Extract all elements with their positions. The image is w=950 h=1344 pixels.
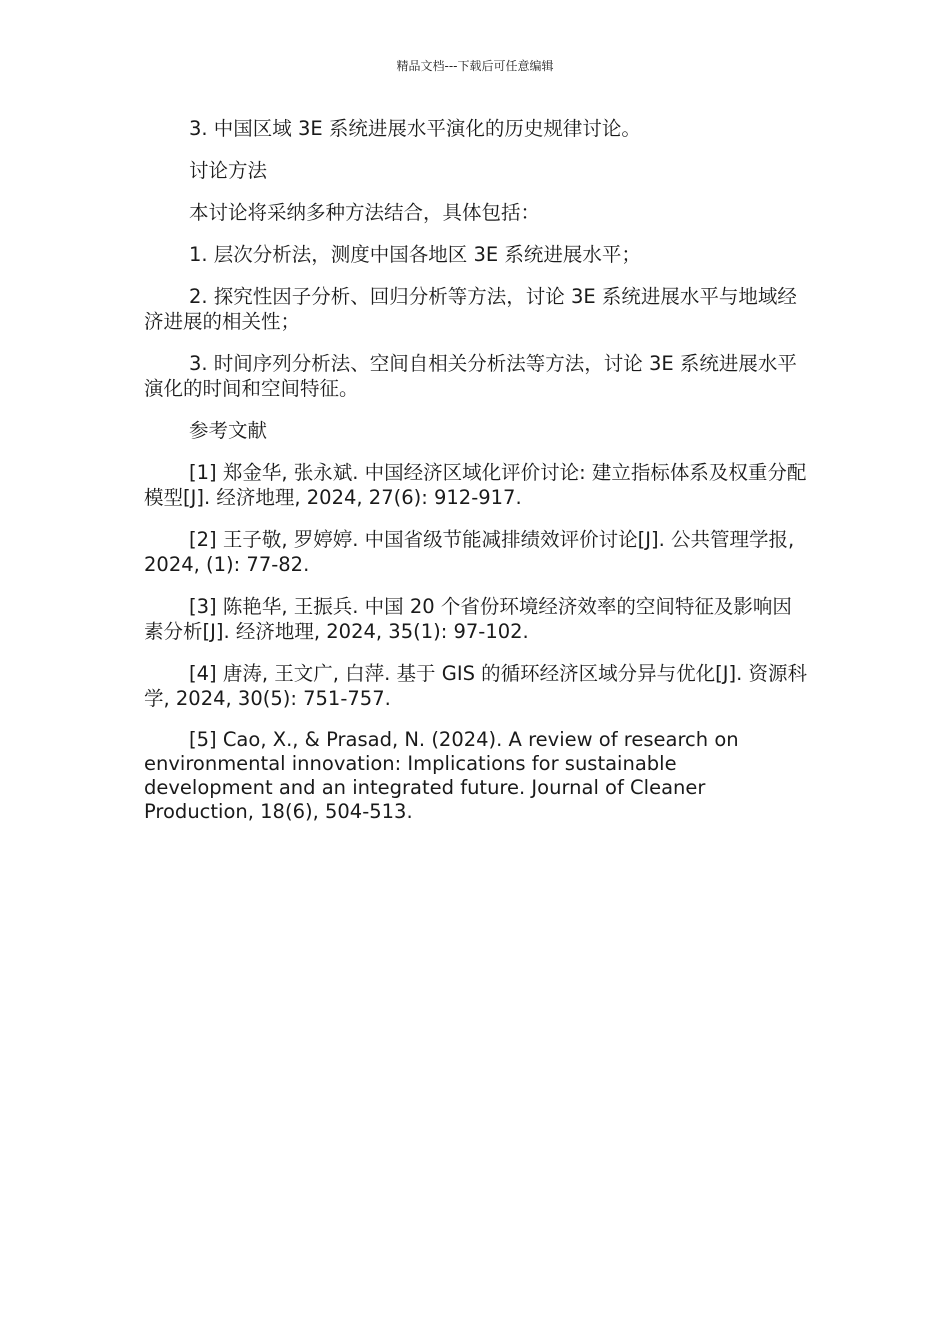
reference-item: [2] 王子敬, 罗婷婷. 中国省级节能减排绩效评价讨论[J]. 公共管理学报, 2024, (1): 77-82. xyxy=(144,528,795,576)
method-item-1: 1. 层次分析法，测度中国各地区 3E 系统进展水平； xyxy=(189,243,641,266)
reference-item: [1] 郑金华, 张永斌. 中国经济区域化评价讨论: 建立指标体系及权重分配模型[J]. 经济地理, 2024, 27(6): 912-917. xyxy=(144,461,807,509)
methods-intro: 本讨论将采纳多种方法结合，具体包括： xyxy=(189,201,541,224)
methods-heading: 讨论方法 xyxy=(189,159,268,182)
document-body xyxy=(144,116,808,841)
method-item-3: 3. 时间序列分析法、空间自相关分析法等方法，讨论 3E 系统进展水平演化的时间和空间特征。 xyxy=(144,352,797,400)
reference-item: [5] Cao, X., & Prasad, N. (2024). A review of research on environmental innovation: Implications for sustainable development and an integrated future. Journal of Cleaner Production, 18(6), 504-513. xyxy=(144,728,739,823)
reference-item: [3] 陈艳华, 王振兵. 中国 20 个省份环境经济效率的空间特征及影响因素分析[J]. 经济地理, 2024, 35(1): 97-102. xyxy=(144,595,792,643)
method-item-2: 2. 探究性因子分析、回归分析等方法，讨论 3E 系统进展水平与地域经济进展的相关性； xyxy=(144,285,797,333)
page-header: 精品文档---下载后可任意编辑 xyxy=(396,59,554,73)
objective-item-3: 3. 中国区域 3E 系统进展水平演化的历史规律讨论。 xyxy=(189,117,641,140)
references-heading: 参考文献 xyxy=(189,419,268,442)
reference-item: [4] 唐涛, 王文广, 白萍. 基于 GIS 的循环经济区域分异与优化[J]. 资源科学, 2024, 30(5): 751-757. xyxy=(144,662,808,710)
